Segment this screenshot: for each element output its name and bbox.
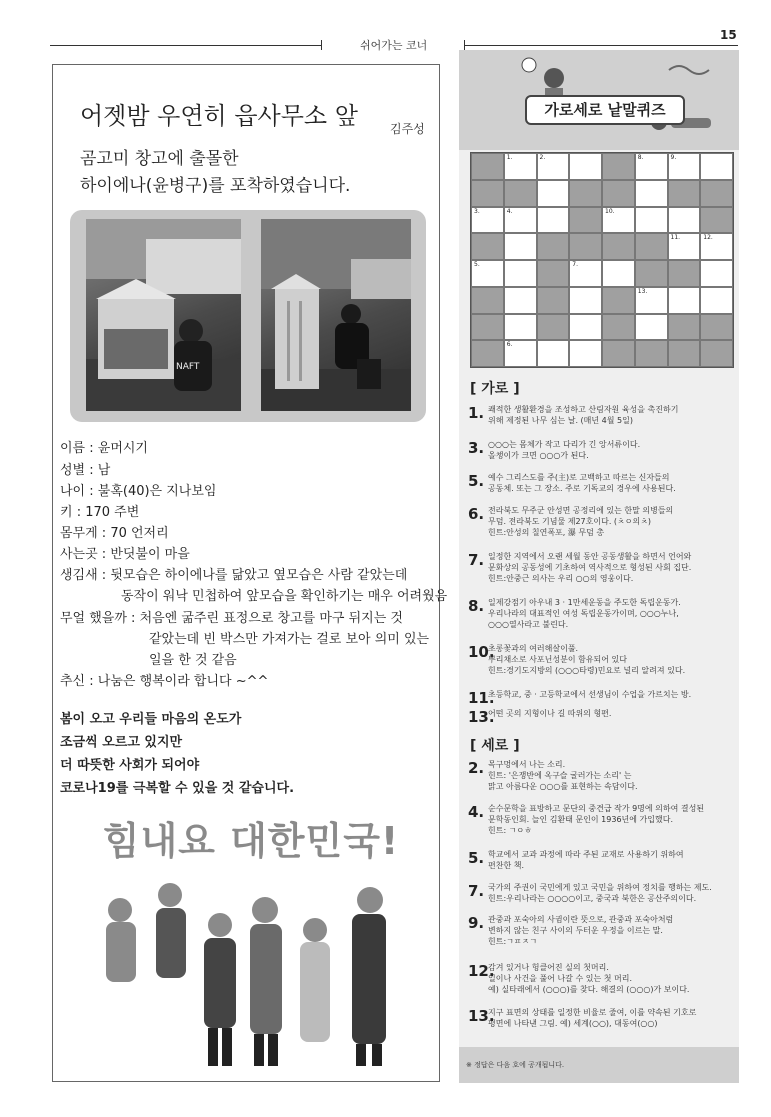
grid-number: 8.	[637, 154, 644, 161]
grid-number: 11.	[670, 234, 681, 242]
article-subtitle	[80, 146, 350, 200]
info-residence: 사는곳 : 반딧불이 마을	[60, 547, 190, 562]
grid-cell[interactable]	[700, 233, 733, 260]
grid-cell[interactable]	[537, 340, 570, 367]
grid-cell-blocked	[537, 260, 570, 287]
closing-line: 코로나19를 극복할 수 있을 것 같습니다.	[60, 781, 295, 796]
grid-cell-blocked	[569, 207, 602, 234]
grid-cell[interactable]	[537, 207, 570, 234]
closing-line: 더 따뜻한 사회가 되어야	[60, 758, 200, 773]
clue-line: 힌트:안중근 의사는 우리 ○○의 영웅이다.	[488, 574, 634, 583]
clue-line: 맑고 아름다운 ○○○를 표현하는 속담이다.	[488, 782, 638, 791]
info-name: 이름 : 윤머시기	[60, 441, 148, 456]
grid-cell-blocked	[700, 207, 733, 234]
clue-line: 어떤 곳의 지형이나 길 따위의 형편.	[488, 709, 612, 718]
grid-cell-blocked	[668, 180, 701, 207]
grid-cell[interactable]	[504, 314, 537, 341]
grid-cell-blocked	[537, 287, 570, 314]
grid-number: 2.	[539, 154, 546, 161]
clue-number: 4.	[468, 803, 485, 821]
across-heading: [ 가로 ]	[470, 381, 520, 397]
grid-number: 5.	[474, 261, 480, 268]
clue-line: ○○○는 몸체가 작고 다리가 긴 앙서류이다.	[488, 440, 641, 449]
photo-storage-right	[261, 219, 411, 411]
grid-cell-blocked	[668, 314, 701, 341]
grid-cell-blocked	[537, 233, 570, 260]
grid-cell[interactable]	[700, 287, 733, 314]
grid-cell-blocked	[569, 233, 602, 260]
grid-cell[interactable]	[668, 207, 701, 234]
grid-cell[interactable]	[635, 287, 668, 314]
grid-cell-blocked	[635, 233, 668, 260]
grid-cell[interactable]	[537, 180, 570, 207]
grid-cell-blocked	[471, 180, 504, 207]
grid-cell[interactable]	[569, 153, 602, 180]
grid-cell[interactable]	[635, 153, 668, 180]
clue-line: 위해 제정된 나무 심는 날. (매년 4월 5일)	[488, 416, 633, 425]
grid-cell[interactable]	[602, 260, 635, 287]
grid-cell-blocked	[668, 260, 701, 287]
clue-number: 12.	[468, 962, 495, 980]
clue-line: 지구 표면의 상태를 일정한 비율로 줄여, 이를 약속된 기호로	[488, 1008, 697, 1017]
header-rule-left	[50, 45, 322, 46]
clue-line: 일이나 사건을 풀어 나갈 수 있는 첫 머리.	[488, 974, 632, 983]
clue-line: 힌트:우리나라는 ○○○○이고, 중국과 북한은 공산주의이다.	[488, 894, 697, 903]
header-rule-tick-right	[464, 40, 465, 50]
grid-cell-blocked	[602, 340, 635, 367]
grid-cell[interactable]	[668, 153, 701, 180]
grid-number: 10.	[605, 207, 615, 215]
grid-cell[interactable]	[504, 207, 537, 234]
info-weight: 몸무게 : 70 언저리	[60, 526, 169, 541]
grid-cell[interactable]	[569, 314, 602, 341]
grid-cell[interactable]	[668, 287, 701, 314]
clue-line: 감겨 있거나 헝클어진 실의 첫머리.	[488, 963, 609, 972]
info-appearance: 생김새 : 뒷모습은 하이에나를 닮았고 옆모습은 사람 같았는데	[60, 568, 408, 583]
grid-cell-blocked	[602, 287, 635, 314]
clue-number: 3.	[468, 439, 485, 457]
clue-line: 순수문학을 표방하고 문단의 중견급 작가 9명에 의하여 결성된	[488, 804, 705, 813]
info-postscript: 추신 : 나눔은 행복이라 합니다 ~^^	[60, 674, 269, 689]
clue-line: 무덤. 전라북도 기념물 제27호이다. (ㅊㅇ의ㅊ)	[488, 517, 652, 526]
photo-illustration-left	[86, 219, 241, 411]
grid-cell[interactable]	[635, 314, 668, 341]
down-heading: [ 세로 ]	[470, 738, 520, 754]
clue-line: 문화상의 공동성에 기초하여 역사적으로 형성된 사회 집단.	[488, 563, 692, 572]
article-title: 어젯밤 우연히 읍사무소 앞	[80, 102, 358, 130]
grid-cell[interactable]	[635, 180, 668, 207]
grid-cell-blocked	[635, 340, 668, 367]
info-appearance-cont: 동작이 워낙 민첩하여 앞모습을 확인하기는 매우 어려웠음	[121, 589, 448, 604]
crossword-grid	[470, 152, 734, 368]
info-age: 나이 : 불혹(40)은 지나보임	[60, 484, 217, 499]
grid-cell-blocked	[700, 180, 733, 207]
grid-cell[interactable]	[471, 207, 504, 234]
clue-line: 평면에 나타낸 그림. 예) 세계(○○), 대동여(○○)	[488, 1019, 658, 1028]
grid-cell-blocked	[471, 340, 504, 367]
grid-cell[interactable]	[504, 153, 537, 180]
clue-line: 뿌리채소로 사포닌성분이 함유되어 있다	[488, 655, 628, 664]
clue-number: 13.	[468, 708, 495, 726]
clue-line: 예수 그리스도를 주(主)로 고백하고 따르는 신자들의	[488, 473, 670, 482]
grid-cell[interactable]	[635, 207, 668, 234]
clue-line: 편찬한 책.	[488, 861, 524, 870]
info-activity-cont2: 일을 한 것 같음	[149, 653, 237, 668]
closing-line: 봄이 오고 우리들 마음의 온도가	[60, 712, 242, 727]
clue-number: 2.	[468, 759, 485, 777]
grid-cell[interactable]	[504, 287, 537, 314]
grid-cell-blocked	[668, 340, 701, 367]
clue-number: 10.	[468, 643, 495, 661]
clue-line: 초롱꽃과의 여러해살이풀.	[488, 644, 579, 653]
grid-number: 1.	[506, 154, 513, 161]
clue-line: 공동체. 또는 그 장소. 주로 기독교의 경우에 사용된다.	[488, 484, 676, 493]
grid-cell[interactable]	[569, 340, 602, 367]
grid-cell-blocked	[602, 314, 635, 341]
clue-number: 7.	[468, 551, 485, 569]
clue-number: 7.	[468, 882, 485, 900]
grid-cell-blocked	[602, 233, 635, 260]
header-rule-right	[464, 45, 738, 46]
clue-line: 일제강점기 아우내 3 · 1만세운동을 주도한 독립운동가.	[488, 598, 681, 607]
clue-line: 변하지 않는 친구 사이의 두터운 우정을 이르는 말.	[488, 926, 663, 935]
grid-number: 6.	[506, 341, 513, 349]
photo-illustration-right	[261, 219, 411, 411]
grid-cell[interactable]	[569, 287, 602, 314]
clue-line: 힌트:경기도지방의 (○○○타령)민요로 널리 알려져 있다.	[488, 666, 686, 675]
clue-line: 초등학교, 중 · 고등학교에서 선생님이 수업을 가르치는 방.	[488, 690, 692, 699]
clue-number: 1.	[468, 404, 485, 422]
clue-line: 일정한 지역에서 오랜 세월 동안 공동생활을 하면서 언어와	[488, 552, 692, 561]
people-illustration	[80, 870, 420, 1070]
grid-cell-blocked	[471, 153, 504, 180]
grid-cell-blocked	[569, 180, 602, 207]
answer-notice: ※ 정답은 다음 호에 공개됩니다.	[466, 1061, 565, 1069]
grid-cell[interactable]	[700, 153, 733, 180]
grid-cell[interactable]	[537, 153, 570, 180]
clue-number: 5.	[468, 849, 485, 867]
grid-cell[interactable]	[471, 260, 504, 287]
page-number: 15	[720, 28, 737, 42]
grid-number: 9.	[670, 154, 677, 161]
slogan-banner: 힘내요 대한민국!	[102, 819, 400, 863]
clue-line: 쾌적한 생활환경을 조성하고 산림자원 육성을 촉진하기	[488, 405, 679, 414]
clue-line: 관중과 포숙아의 사귐이란 뜻으로, 관중과 포숙아처럼	[488, 915, 674, 924]
article-author: 김주성	[390, 122, 425, 136]
grid-cell-blocked	[471, 314, 504, 341]
grid-cell-blocked	[471, 233, 504, 260]
clue-number: 11.	[468, 689, 495, 707]
subtitle-line: 곰고미 창고에 출몰한	[80, 149, 239, 169]
grid-cell[interactable]	[700, 260, 733, 287]
clue-number: 6.	[468, 505, 485, 523]
clue-line: 힌트: ㄱㅇㅎ	[488, 826, 532, 835]
grid-cell[interactable]	[668, 233, 701, 260]
info-activity: 무얼 했을까 : 처음엔 굶주린 표정으로 창고를 마구 뒤지는 것	[60, 611, 403, 626]
grid-cell-blocked	[602, 153, 635, 180]
clue-line: 국가의 주권이 국민에게 있고 국민을 위하여 정치를 행하는 제도.	[488, 883, 712, 892]
clue-line: 힌트: '은쟁반에 옥구슬 굴러가는 소리' 는	[488, 771, 632, 780]
clue-line: 목구멍에서 나는 소리.	[488, 760, 566, 769]
subtitle-line: 하이에나(윤병구)를 포착하였습니다.	[80, 176, 351, 196]
quiz-title: 가로세로 낱말퀴즈	[525, 95, 685, 125]
clue-number: 8.	[468, 597, 485, 615]
grid-cell-blocked	[700, 314, 733, 341]
grid-number: 7.	[572, 261, 578, 268]
grid-cell-blocked	[471, 287, 504, 314]
clue-line: 우리나라의 대표적인 여성 독립운동가이며, ○○○누나,	[488, 609, 679, 618]
clue-number: 13.	[468, 1007, 495, 1025]
grid-number: 12.	[703, 234, 713, 242]
grid-cell-blocked	[602, 180, 635, 207]
clue-line: 학교에서 교과 과정에 따라 주된 교재로 사용하기 위하여	[488, 850, 684, 859]
clue-number: 9.	[468, 914, 485, 932]
clue-line: 문학동인회. 늘인 김환태 문인이 1936년에 가입했다.	[488, 815, 673, 824]
grid-number: 3.	[474, 207, 480, 215]
grid-number: 4.	[506, 207, 513, 215]
jacket-text: NAFT	[176, 362, 200, 372]
grid-cell-blocked	[537, 314, 570, 341]
clue-line: 올챙이가 크면 ○○○가 된다.	[488, 451, 589, 460]
grid-cell[interactable]	[569, 260, 602, 287]
clue-line: ○○○열사라고 불린다.	[488, 620, 569, 629]
clue-line: 힌트:안성의 칠연폭포, 瀑 무덤 총	[488, 528, 605, 537]
grid-cell[interactable]	[504, 233, 537, 260]
grid-cell-blocked	[504, 180, 537, 207]
photo-storage-left	[86, 219, 241, 411]
grid-cell-blocked	[700, 340, 733, 367]
grid-cell[interactable]	[504, 260, 537, 287]
closing-line: 조금씩 오르고 있지만	[60, 735, 183, 750]
info-height: 키 : 170 주변	[60, 505, 140, 520]
grid-number: 13.	[637, 287, 648, 295]
info-activity-cont: 같았는데 빈 박스만 가져가는 걸로 보아 의미 있는	[149, 632, 430, 647]
clue-line: 전라북도 무주군 안성면 공정리에 있는 한말 의병들의	[488, 506, 674, 515]
clue-line: 힌트:ㄱㅍㅈㄱ	[488, 937, 538, 946]
closing-message	[60, 708, 294, 800]
grid-cell[interactable]	[504, 340, 537, 367]
header-rule-tick	[321, 40, 322, 50]
grid-cell[interactable]	[602, 207, 635, 234]
grid-cell-blocked	[635, 260, 668, 287]
clue-number: 5.	[468, 472, 485, 490]
info-gender: 성별 : 남	[60, 463, 111, 478]
section-label: 쉬어가는 코너	[360, 39, 428, 52]
clue-line: 예) 실타래에서 (○○○)를 찾다. 해결의 (○○○)가 보이다.	[488, 985, 690, 994]
